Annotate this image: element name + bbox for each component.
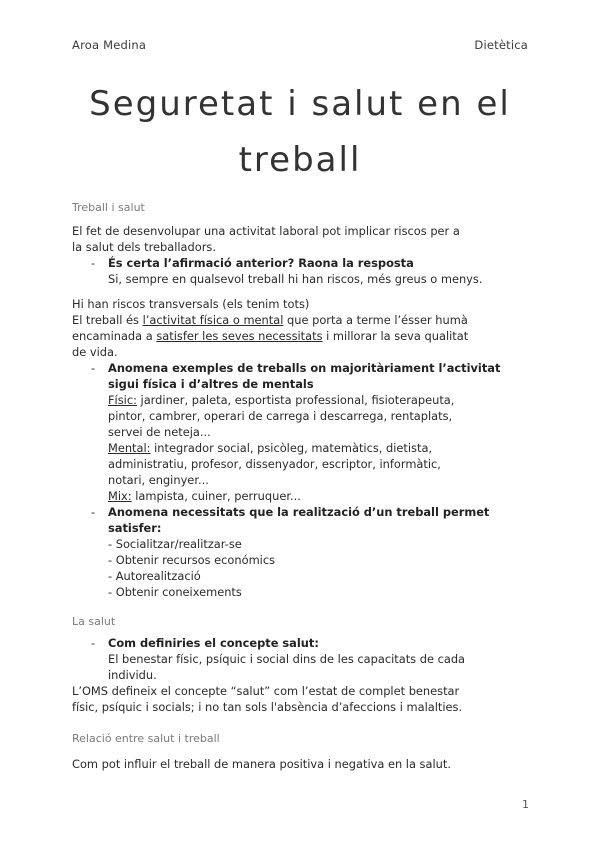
- question-1: És certa l’afirmació anterior? Raona la resposta: [108, 256, 414, 270]
- paragraph-relacio: Com pot influir el treball de manera positiva i negativa en la salut.: [72, 757, 451, 771]
- label-fisic: Físic:: [108, 393, 137, 407]
- fisic-line3: servei de neteja...: [108, 425, 211, 439]
- question-3-line2: satisfer:: [108, 521, 162, 535]
- page-title-line2: treball: [238, 140, 362, 180]
- underlined-activitat: l’activitat física o mental: [142, 313, 284, 327]
- page-title-line1: Seguretat i salut en el: [89, 84, 511, 124]
- question-3-line1: Anomena necessitats que la realització d’un treball permet: [108, 505, 490, 519]
- bullet-marker: -: [91, 361, 96, 375]
- header-author: Aroa Medina: [72, 38, 147, 52]
- answer-salut-line1: El benestar físic, psíquic i social dins de les capacitats de cada: [108, 652, 466, 666]
- label-mental: Mental:: [108, 441, 151, 455]
- question-2-line2: sigui física i d’altres de mentals: [108, 377, 314, 391]
- label-mix: Mix:: [108, 489, 132, 503]
- page-number: 1: [522, 798, 529, 811]
- bullet-marker: -: [91, 256, 96, 270]
- paragraph-riscos: Hi han riscos transversals (els tenim tots): [72, 297, 310, 311]
- mix-line1: Mix: lampista, cuiner, perruquer...: [108, 489, 301, 503]
- paragraph-treball-line1: El treball és l’activitat física o mental que porta a terme l’ésser humà: [72, 313, 468, 327]
- mental-line3: notari, enginyer...: [108, 473, 209, 487]
- list-item-need: - Obtenir coneixements: [108, 585, 242, 599]
- bullet-marker: -: [91, 505, 96, 519]
- question-salut: Com definiries el concepte salut:: [108, 636, 319, 650]
- list-item-need: - Autorealització: [108, 569, 201, 583]
- answer-salut-line2: individu.: [108, 668, 157, 682]
- paragraph-treball-line2: encaminada a satisfer les seves necessitats i millorar la seva qualitat: [72, 329, 469, 343]
- section-heading-relacio: Relació entre salut i treball: [72, 732, 220, 745]
- paragraph-oms-line1: L’OMS defineix el concepte “salut” com l’estat de complet benestar: [72, 684, 460, 698]
- list-item-need: - Socialitzar/realitzar-se: [108, 537, 242, 551]
- fisic-line1: Físic: jardiner, paleta, esportista professional, fisioterapeuta,: [108, 393, 455, 407]
- fisic-line2: pintor, cambrer, operari de carrega i descarrega, rentaplats,: [108, 409, 453, 423]
- paragraph-intro-line2: la salut dels treballadors.: [72, 240, 216, 254]
- header-subject: Dietètica: [474, 38, 528, 52]
- bullet-marker: -: [91, 636, 96, 650]
- paragraph-oms-line2: físic, psíquic i socials; i no tan sols l'absència d’afeccions i malalties.: [72, 700, 463, 714]
- answer-1: Si, sempre en qualsevol treball hi han riscos, més greus o menys.: [108, 272, 483, 286]
- mental-line2: administratiu, profesor, dissenyador, escriptor, informàtic,: [108, 457, 441, 471]
- question-2-line1: Anomena exemples de treballs on majoritàriament l’activitat: [108, 361, 501, 375]
- paragraph-treball-line3: de vida.: [72, 345, 118, 359]
- mental-line1: Mental: integrador social, psicòleg, matemàtics, dietista,: [108, 441, 433, 455]
- paragraph-intro-line1: El fet de desenvolupar una activitat laboral pot implicar riscos per a: [72, 224, 460, 238]
- section-heading-treball-salut: Treball i salut: [72, 201, 145, 214]
- section-heading-la-salut: La salut: [72, 615, 116, 628]
- list-item-need: - Obtenir recursos económics: [108, 553, 276, 567]
- underlined-necessitats: satisfer les seves necessitats: [156, 329, 323, 343]
